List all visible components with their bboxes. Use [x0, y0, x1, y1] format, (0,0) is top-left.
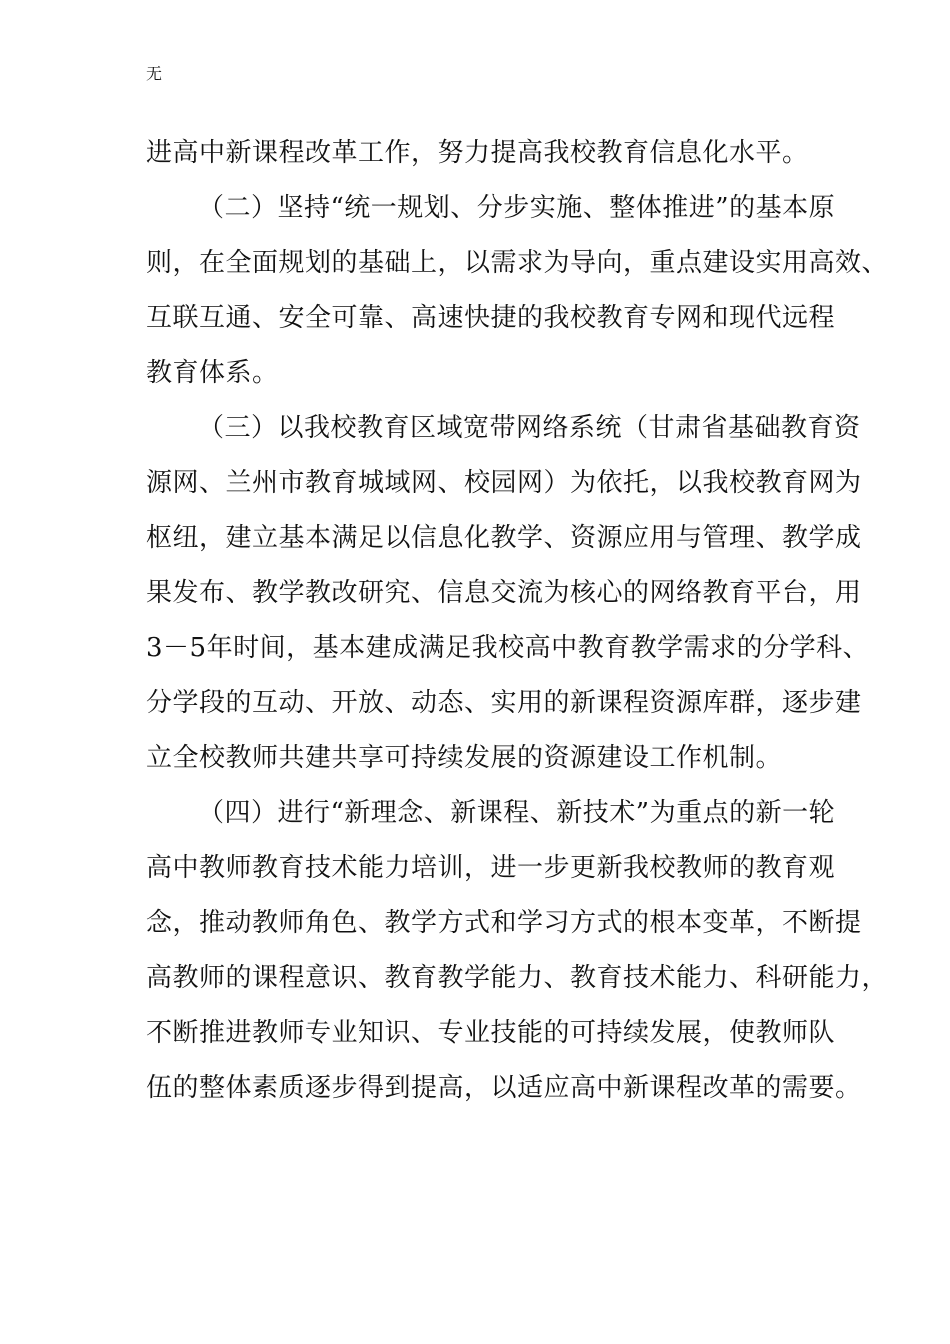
page-header: 无: [146, 64, 163, 83]
text-line: 伍的整体素质逐步得到提高，以适应高中新课程改革的需要。: [146, 1073, 862, 1103]
paragraph-first-line: （三）以我校教育区域宽带网络系统（甘肃省基础教育资: [198, 413, 861, 443]
text-line: 互联互通、安全可靠、高速快捷的我校教育专网和现代远程: [146, 303, 836, 333]
text-line: 枢纽，建立基本满足以信息化教学、资源应用与管理、教学成: [146, 523, 862, 553]
paragraph-first-line: （二）坚持“统一规划、分步实施、整体推进”的基本原: [198, 193, 836, 223]
paragraph-first-line: （四）进行“新理念、新课程、新技术”为重点的新一轮: [198, 798, 836, 828]
document-body: [146, 126, 889, 1116]
text-line: 进高中新课程改革工作，努力提高我校教育信息化水平。: [146, 138, 809, 168]
text-line: 源网、兰州市教育城域网、校园网）为依托，以我校教育网为: [146, 468, 862, 498]
text-line: 不断推进教师专业知识、专业技能的可持续发展，使教师队: [146, 1018, 836, 1048]
text-line: 高中教师教育技术能力培训，进一步更新我校教师的教育观: [146, 853, 836, 883]
text-line: 果发布、教学教改研究、信息交流为核心的网络教育平台，用: [146, 578, 862, 608]
text-line: 立全校教师共建共享可持续发展的资源建设工作机制。: [146, 743, 783, 773]
text-line: 则，在全面规划的基础上，以需求为导向，重点建设实用高效、: [146, 248, 889, 278]
text-line: 3－5年时间，基本建成满足我校高中教育教学需求的分学科、: [146, 633, 870, 663]
text-line: 教育体系。: [146, 358, 279, 388]
text-line: 高教师的课程意识、教育教学能力、教育技术能力、科研能力，: [146, 963, 889, 993]
text-line: 分学段的互动、开放、动态、实用的新课程资源库群，逐步建: [146, 688, 862, 718]
text-line: 念，推动教师角色、教学方式和学习方式的根本变革，不断提: [146, 908, 862, 938]
